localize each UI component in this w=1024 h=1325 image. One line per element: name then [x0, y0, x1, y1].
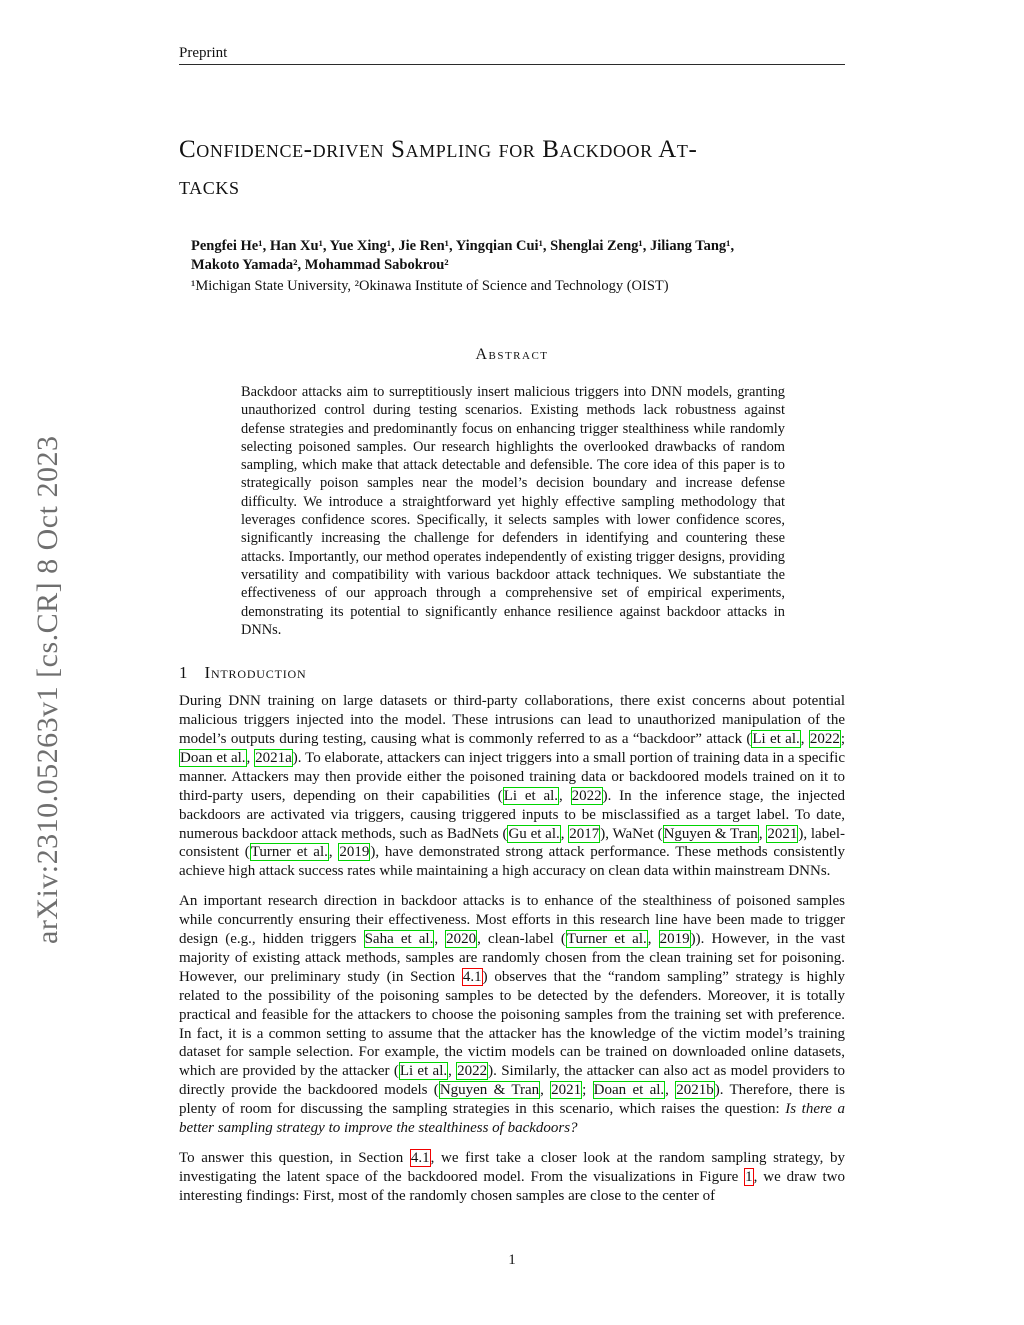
intro-paragraph	[179, 1149, 845, 1206]
paragraph-text: ), WaNet (	[600, 825, 663, 842]
paragraph-text: ,	[758, 825, 767, 842]
citation-link[interactable]: 2021a	[255, 749, 292, 766]
citation-link[interactable]: Li et al.	[399, 1063, 448, 1080]
paragraph-text: ,	[560, 825, 569, 842]
header-rule	[179, 64, 845, 65]
paragraph-text: ), have demonstrated strong attack performance. These methods consistently achieve high attack success rates while maintaining a high accuracy on clean data within mainstream DNNs.	[179, 844, 845, 880]
citation-link[interactable]: Turner et al.	[250, 844, 328, 861]
citation-link[interactable]: Li et al.	[752, 730, 800, 747]
paragraph-text: ,	[540, 1082, 551, 1099]
citation-link[interactable]: 2021	[767, 825, 798, 842]
abstract-heading: Abstract	[475, 346, 549, 363]
paragraph-text: ), label-consistent (	[179, 825, 846, 861]
paper-title-line2: tacks	[179, 173, 240, 200]
paragraph-text: ,	[328, 844, 339, 861]
citation-link[interactable]: Li et al.	[503, 787, 559, 804]
citation-link[interactable]: Nguyen & Tran	[439, 1082, 540, 1099]
arxiv-watermark: arXiv:2310.05263v1 [cs.CR] 8 Oct 2023	[31, 435, 64, 944]
paragraph-text: ;	[840, 730, 846, 747]
section-ref-link[interactable]: 4.1	[410, 1150, 430, 1166]
paper-content	[179, 0, 845, 1206]
citation-link[interactable]: 2021	[551, 1082, 582, 1099]
citation-link[interactable]: Gu et al.	[508, 825, 560, 842]
author-block	[191, 237, 845, 296]
header-preprint: Preprint	[179, 45, 228, 61]
citation-link[interactable]: 2019	[659, 931, 690, 948]
intro-paragraph	[179, 692, 845, 881]
abstract-text: Backdoor attacks aim to surreptitiously insert malicious triggers into DNN models, granting unauthorized control during testing scenarios. Existing methods lack robustness against defense strategies and predominantly focus on enhancing trigger stealthiness while randomly selecting poisoned samples. Our research highlights the overlooked drawbacks of random sampling, which make that attack detectable and defensible. The core idea of this paper is to strategically poison samples near the model’s decision boundary and increase defense difficulty. We introduce a straightforward yet highly effective sampling methodology that leverages confidence scores. Specifically, it selects samples with lower confidence scores, significantly increasing the challenge for defenders in identifying and countering these attacks. Importantly, our method operates independently of existing trigger designs, providing versatility and compatibility with various backdoor attack techniques. We substantiate the effectiveness of our approach through a comprehensive set of empirical experiments, demonstrating its potential to significantly enhance resilience against backdoor attacks in DNNs.	[241, 384, 785, 638]
paragraph-text: An important research direction in backdoor attacks is to enhance of the stealthiness of poisoned samples while concurrently ensuring their effectiveness. Most efforts in this research line have been made to trigger design (e.g., hidden triggers	[179, 893, 845, 948]
paragraph-text: ,	[246, 749, 255, 766]
citation-link[interactable]: 2022	[809, 730, 840, 747]
citation-link[interactable]: 2022	[571, 787, 602, 804]
citation-link[interactable]: 2019	[339, 844, 370, 861]
citation-link[interactable]: Turner et al.	[566, 931, 647, 948]
section-ref-link[interactable]: 4.1	[462, 968, 482, 985]
paragraph-text: During DNN training on large datasets or third-party collaborations, there exist concerns about potential malicious triggers injected into the model. These intrusions can lead to unauthorized manipulation of the model’s outputs during testing, causing what is commonly referred to as a “backdoor” attack (	[179, 693, 845, 747]
paragraph-text: ,	[434, 931, 446, 948]
citation-link[interactable]: 2022	[457, 1063, 488, 1080]
citation-link[interactable]: 2020	[446, 931, 477, 948]
paragraph-text: , clean-label (	[477, 931, 566, 948]
paragraph-text: ). In the inference stage, the injected backdoors are activated via triggers, causing triggered inputs to be misclassified as a target label. To date, numerous backdoor attack methods, such as BadNets (	[179, 787, 846, 842]
paragraph-text: ,	[448, 1063, 457, 1080]
section-title: Introduction	[204, 663, 307, 683]
affiliation-line: ¹Michigan State University, ²Okinawa Institute of Science and Technology (OIST)	[191, 278, 669, 294]
intro-paragraph	[179, 892, 845, 1138]
paragraph-text: ,	[647, 931, 659, 948]
citation-link[interactable]: Doan et al.	[180, 749, 246, 766]
citation-link[interactable]: Doan et al.	[593, 1082, 665, 1099]
citation-link[interactable]: Nguyen & Tran	[663, 825, 758, 842]
paragraph-text: ) observes that the “random sampling” strategy is highly related to the possibility of the poisoning samples to be detected by the defenders. Moreover, it is totally practical and feasible for the attackers to choose the poisoning samples from the training set with preference. In fact, it is a common setting to assume that the attacker has the knowledge of the victim model’s training dataset for sample selection. For example, the victim models can be trained on downloaded online datasets, which are provided by the attacker (	[179, 968, 845, 1080]
emphasis-text: Is there a better sampling strategy to improve the stealthiness of backdoors?	[179, 1101, 845, 1137]
intro-paragraphs	[179, 692, 845, 1206]
author-line-1: Pengfei He¹, Han Xu¹, Yue Xing¹, Jie Ren¹, Yingqian Cui¹, Shenglai Zeng¹, Jiliang Tang¹,	[191, 238, 735, 254]
paragraph-text: ). To elaborate, attackers can inject triggers into a small portion of training data in a specific manner. Attackers may then provide either the poisoned training data or backdoored models trained on it to third-party users, depending on their capabilities (	[179, 749, 845, 804]
author-line-2: Makoto Yamada², Mohammad Sabokrou²	[191, 257, 449, 273]
paragraph-text: , we first take a closer look at the random sampling strategy, by investigating the latent space of the backdoored model. From the visualizations in Figure	[179, 1150, 845, 1185]
paper-title	[179, 131, 845, 205]
paragraph-text: ,	[665, 1082, 676, 1099]
paragraph-text: )). However, in the vast majority of existing attack methods, samples are randomly chosen from the clean training set for poisoning. However, our preliminary study (in Section	[179, 931, 845, 985]
section-heading-introduction	[179, 663, 845, 683]
paragraph-text: ). Therefore, there is plenty of room for discussing the sampling strategies in this scenario, which raises the question:	[179, 1082, 845, 1118]
paragraph-text: , we draw two interesting findings: First, most of the randomly chosen samples are close to the center of	[179, 1168, 846, 1204]
page-number: 1	[508, 1252, 516, 1268]
section-number: 1	[179, 663, 188, 683]
citation-link[interactable]: 2017	[569, 825, 600, 842]
paragraph-text: ;	[582, 1082, 593, 1099]
paragraph-text: ,	[559, 787, 571, 804]
paragraph-text: To answer this question, in Section	[179, 1150, 410, 1166]
citation-link[interactable]: 2021b	[676, 1082, 714, 1099]
paragraph-text: ,	[800, 730, 809, 747]
paper-title-line1: Confidence-driven Sampling for Backdoor At-	[179, 136, 698, 163]
paragraph-text: ). Similarly, the attacker can also act as model providers to directly provide the backdoored models (	[179, 1063, 845, 1099]
section-ref-link[interactable]: 1	[745, 1168, 753, 1185]
citation-link[interactable]: Saha et al.	[364, 931, 434, 948]
